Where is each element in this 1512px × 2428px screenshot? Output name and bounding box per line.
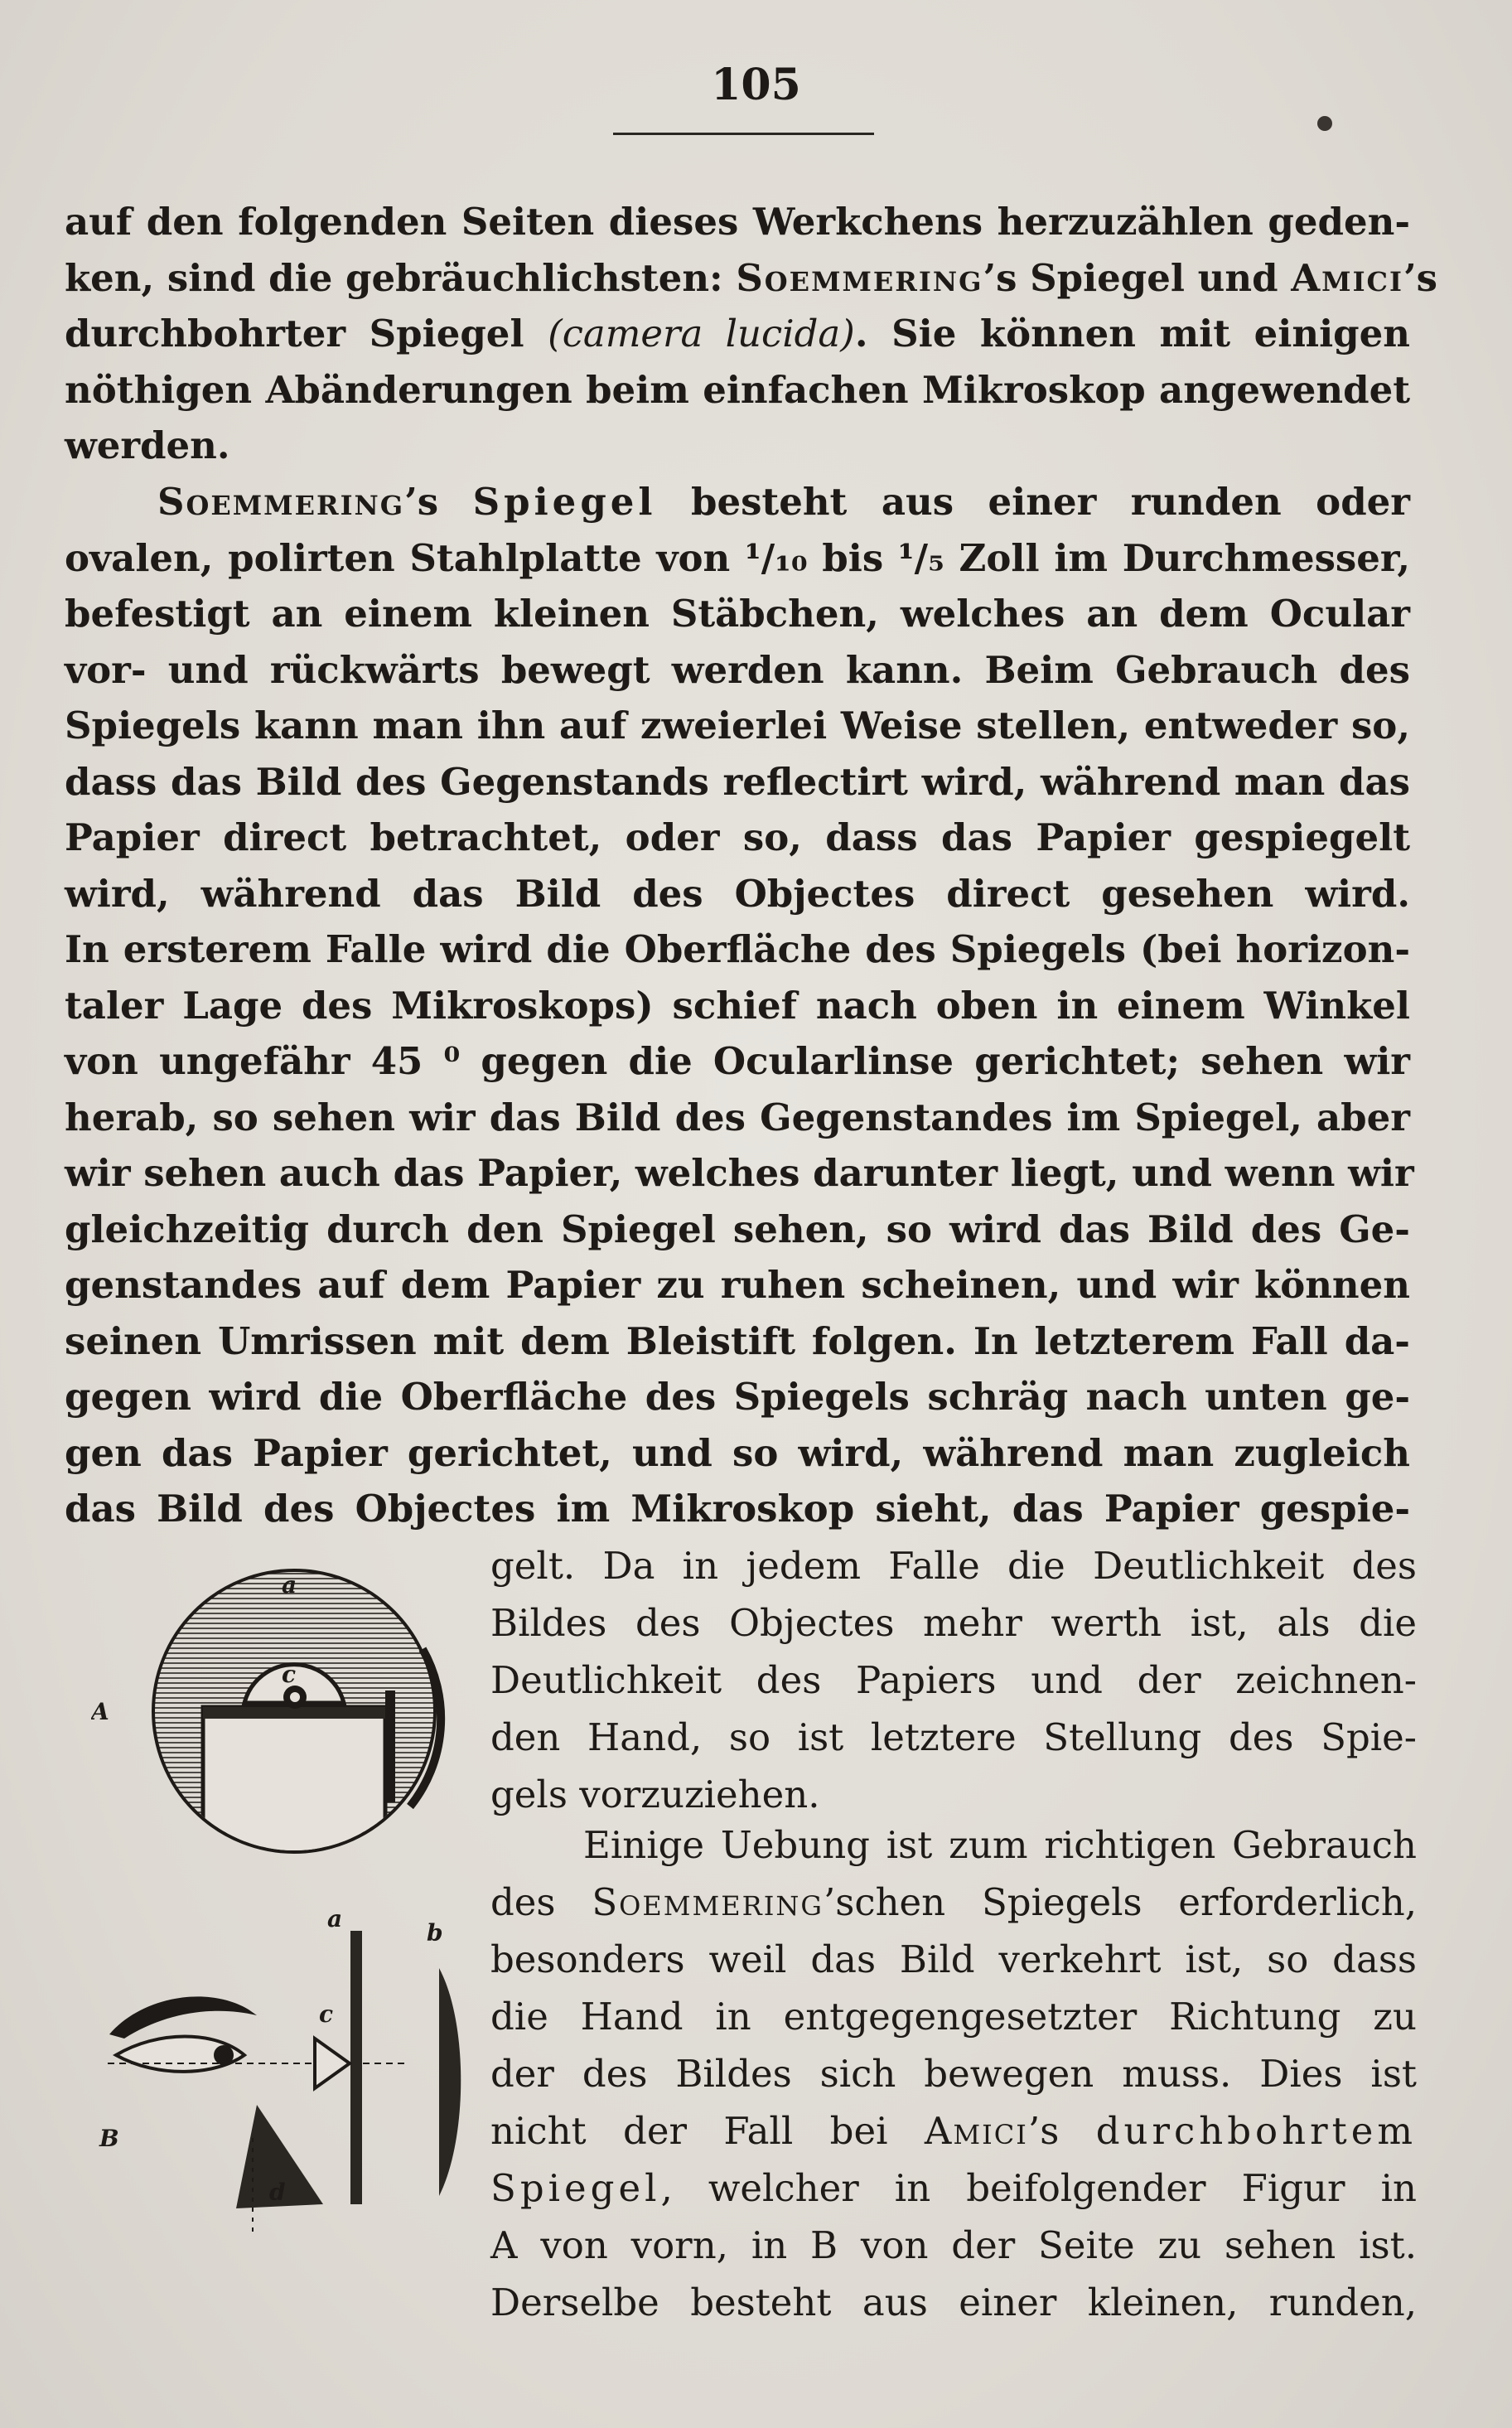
text-run: ken, sind die gebräuchlichsten:	[65, 255, 737, 300]
text-line: Papier direct betrachtet, oder so, dass das Papier gespiegelt	[65, 815, 1410, 859]
text-line: dass das Bild des Gegenstands reflectirt wird, während man das	[65, 759, 1410, 804]
text-line: ovalen, polirten Stahlplatte von ¹/₁₀ bis ¹/₅ Zoll im Durchmesser,	[65, 535, 1410, 580]
spaced-term: durchbohrtem	[1095, 2109, 1418, 2153]
text-run: des	[490, 1880, 592, 1924]
text-line: herab, so sehen wir das Bild des Gegenstandes im Spiegel, aber	[65, 1095, 1410, 1139]
eyebrow-stroke	[109, 1996, 257, 2039]
text-run: ’s Spiegel und	[983, 255, 1292, 300]
label-a-front: a	[282, 1571, 297, 1599]
text-line	[490, 2102, 1417, 2160]
text-line: taler Lage des Mikroskops) schief nach oben in einem Winkel	[65, 983, 1410, 1028]
text-line: Derselbe besteht aus einer kleinen, runden,	[490, 2280, 1417, 2324]
text-line: genstandes auf dem Papier zu ruhen scheinen, und wir können	[65, 1263, 1410, 1307]
author-name: Amici	[924, 2109, 1028, 2153]
text-line: Bildes des Objectes mehr werth ist, als die	[490, 1601, 1417, 1645]
label-c-front: c	[282, 1661, 297, 1688]
author-name: Soemmering	[157, 480, 405, 524]
text-line: gelt. Da in jedem Falle die Deutlichkeit des	[490, 1544, 1417, 1588]
figure-a-front-view	[91, 1570, 441, 1856]
paragraph-2-continued	[490, 1537, 1417, 1823]
text-line: den Hand, so ist letztere Stellung des Spie-	[490, 1715, 1417, 1759]
text-line: A von vorn, in B von der Seite zu sehen ist.	[490, 2223, 1417, 2267]
text-line: von ungefähr 45 ⁰ gegen die Ocularlinse gerichtet; sehen wir	[65, 1039, 1410, 1083]
text-line: gen das Papier gerichtet, und so wird, während man zugleich	[65, 1430, 1410, 1475]
text-line: gels vorzuziehen.	[490, 1773, 820, 1816]
text-line: vor- und rückwärts bewegt werden kann. Beim Gebrauch des	[65, 647, 1410, 692]
author-name: Amici	[1291, 255, 1403, 300]
spaced-term: Spiegel	[490, 2166, 661, 2210]
text-line	[65, 306, 1410, 362]
side-plate	[350, 1931, 362, 2204]
spaced-term: Spiegel	[472, 480, 657, 524]
label-A: A	[91, 1698, 109, 1725]
label-a-side: a	[327, 1905, 343, 1932]
text-line: seinen Umrissen mit dem Bleistift folgen. In letzterem Fall da-	[65, 1318, 1410, 1363]
figure-b-side-view	[99, 1905, 461, 2237]
text-line: wird, während das Bild des Objectes direct gesehen wird.	[65, 871, 1410, 916]
text-line: besonders weil das Bild verkehrt ist, so dass	[490, 1937, 1417, 1981]
text-line: der des Bildes sich bewegen muss. Dies ist	[490, 2052, 1417, 2096]
label-b-side: b	[427, 1919, 443, 1947]
text-line	[490, 1874, 1417, 1931]
text-line	[65, 474, 1410, 530]
text-line: gegen wird die Oberfläche des Spiegels schräg nach unten ge-	[65, 1375, 1410, 1419]
label-c-side: c	[319, 2000, 334, 2028]
text-line: die Hand in entgegengesetzter Richtung zu	[490, 1995, 1417, 2039]
header-rule	[613, 133, 874, 135]
text-line: wir sehen auch das Papier, welches darunter liegt, und wenn wir	[65, 1151, 1414, 1195]
text-run: ’schen Spiegels erforderlich,	[823, 1880, 1417, 1924]
text-run: . Sie können mit einigen	[854, 312, 1410, 355]
text-run: ’s	[404, 480, 473, 524]
italic-term: (camera lucida)	[548, 312, 855, 355]
text-line: gleichzeitig durch den Spiegel sehen, so wird das Bild des Ge-	[65, 1207, 1410, 1251]
mirror-stem	[385, 1690, 395, 1802]
text-line: befestigt an einem kleinen Stäbchen, welches an dem Ocular	[65, 592, 1410, 636]
text-line: Spiegels kann man ihn auf zweierlei Weise stellen, entweder so,	[65, 704, 1410, 747]
paragraph-1	[65, 194, 1437, 474]
text-run: nicht der Fall bei	[490, 2109, 925, 2153]
text-run: durchbohrter Spiegel	[65, 312, 548, 355]
text-line	[65, 250, 1437, 307]
side-mirror	[439, 1968, 461, 2196]
text-line	[490, 2160, 1417, 2217]
text-run: ’s	[1027, 2109, 1096, 2153]
text-line: werden.	[65, 423, 230, 467]
text-line: In ersterem Falle wird die Oberfläche des Spiegels (bei horizon-	[65, 927, 1410, 971]
label-d-side: d	[269, 2179, 286, 2206]
ink-speck	[1317, 116, 1332, 131]
camera-lucida-figure	[91, 1558, 481, 2237]
paragraph-3	[490, 1816, 1417, 2331]
text-line: Einige Uebung ist zum richtigen Gebrauch	[583, 1823, 1417, 1867]
label-B: B	[99, 2125, 119, 2152]
text-line: das Bild des Objectes im Mikroskop sieht, das Papier gespie-	[65, 1487, 1410, 1531]
paragraph-2	[65, 474, 1414, 1537]
text-line: nöthigen Abänderungen beim einfachen Mikroskop angewendet	[65, 367, 1410, 412]
ocular-plate	[203, 1707, 385, 1856]
author-name: Soemmering	[592, 1880, 824, 1924]
text-run: besteht aus einer runden oder	[656, 480, 1410, 524]
text-line: auf den folgenden Seiten dieses Werkchens herzuzählen geden-	[65, 200, 1410, 244]
text-run: ’s	[1403, 255, 1437, 300]
author-name: Soemmering	[736, 255, 983, 300]
page-number: 105	[711, 60, 801, 110]
text-line: Deutlichkeit des Papiers und der zeichnen-	[490, 1658, 1417, 1702]
text-run: , welcher in beifolgender Figur in	[660, 2166, 1417, 2210]
